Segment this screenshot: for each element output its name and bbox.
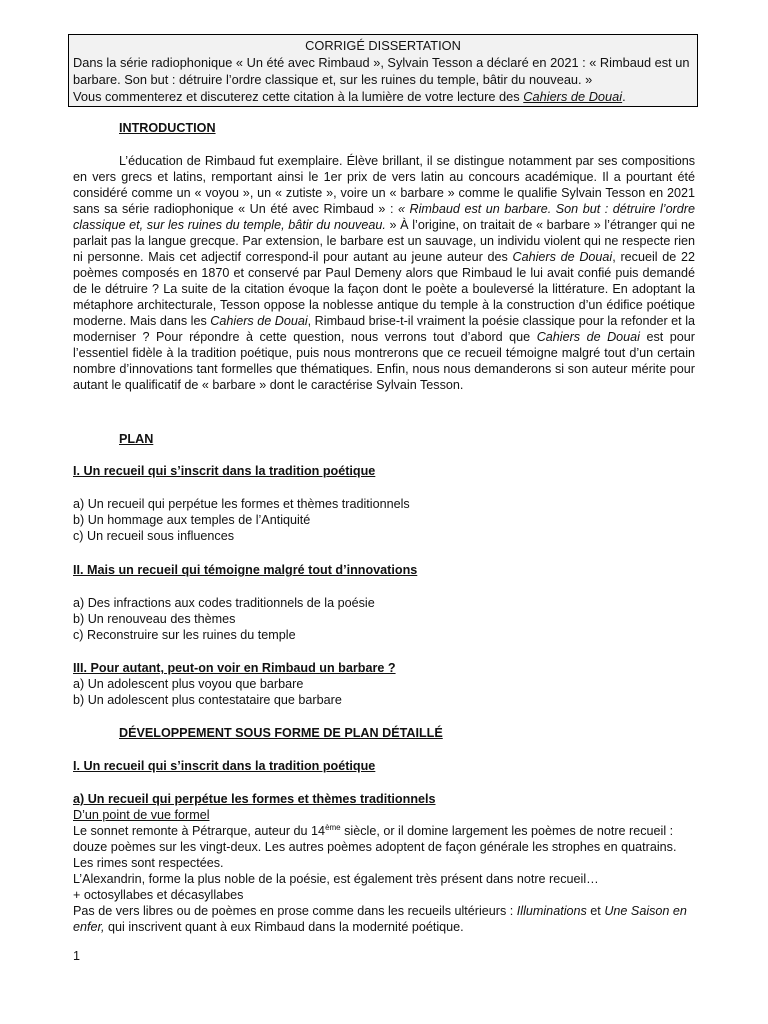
plan-part-1-title: I. Un recueil qui s’inscrit dans la tradition poétique [73,464,376,478]
development-heading: DÉVELOPPEMENT SOUS FORME DE PLAN DÉTAILLÉ [119,726,443,740]
list-item: a) Un adolescent plus voyou que barbare [73,677,304,691]
development-paragraph-5: Pas de vers libres ou de poèmes en prose comme dans les recueils ultérieurs : Illuminations et Une Saison en enfer, qui inscrivent quant à eux Rimbaud dans la modernité poétique. [73,904,687,934]
subject-title: CORRIGÉ DISSERTATION [305,38,461,53]
list-item: b) Un renouveau des thèmes [73,612,236,626]
development-heading-wrap [73,725,695,741]
development-paragraph-3: L’Alexandrin, forme la plus noble de la poésie, est également très présent dans notre recueil… [73,872,599,886]
plan-part-1 [73,463,695,544]
introduction-paragraph: L’éducation de Rimbaud fut exemplaire. Élève brillant, il se distingue notamment par ses compositions en vers grecs et latins, remportant ainsi le 1er prix de vers latin au concours académique. Il a pourtant été considéré comme un « voyou », un « zutiste », voire un « barbare » comme le qualifie Sylvain Tesson en 2021 sans sa série radiophonique « Un été avec Rimbaud » : « Rimbaud est un barbare. Son but : détruire l’ordre classique et, sur les ruines du temple, bâtir du nouveau. » À l’origine, on traitait de « barbare » l’étranger qui ne parlait pas la langue grecque. Par extension, le barbare est un sauvage, un individu violent qui ne respecte rien ni personne. Mais cet adjectif correspond-il pour autant au jeune auteur des Cahiers de Douai, recueil de 22 poèmes composés en 1870 et conservé par Paul Demeny alors que Rimbaud le lui avait confié puis demandé de le détruire ? La suite de la citation évoque la façon dont le poète a bouleversé la littérature. En adoptant la métaphore architecturale, Tesson oppose la noblesse antique du temple à la construction d’un édifice poétique moderne. Mais dans les Cahiers de Douai, Rimbaud brise-t-il vraiment la poésie classique pour la refonder et la moderniser ? Pour répondre à cette question, nous verrons tout d’abord que Cahiers de Douai est pour l’essentiel fidèle à la tradition poétique, puis nous montrerons que ce recueil témoigne malgré tout d’un certain nombre d’innovations tant formelles que thématiques. Enfin, nous nous demanderons si son auteur mérite pour autant le qualificatif de « barbare » dont le caractérise Sylvain Tesson. [73,154,696,392]
page-number: 1 [73,949,81,963]
development-paragraph-4: + octosyllabes et décasyllabes [73,888,244,902]
list-item: a) Des infractions aux codes traditionnels de la poésie [73,596,375,610]
subject-line-2: barbare. Son but : détruire l’ordre classique et, sur les ruines du temple, bâtir du nouveau. » [73,72,593,87]
plan-part-3-title: III. Pour autant, peut-on voir en Rimbaud un barbare ? [73,661,396,675]
plan-part-3 [73,660,695,708]
plan-heading-wrap [73,431,695,447]
subject-line-3: Vous commenterez et discuterez cette citation à la lumière de votre lecture des Cahiers de Douai. [73,89,626,104]
point-title: D’un point de vue formel [73,808,210,822]
development-paragraph-2: Les rimes sont respectées. [73,856,224,870]
plan-part-2-title: II. Mais un recueil qui témoigne malgré tout d’innovations [73,563,418,577]
subject-box [68,34,698,107]
development-part-1-title: I. Un recueil qui s’inscrit dans la tradition poétique [73,759,376,773]
development-paragraph-1: Le sonnet remonte à Pétrarque, auteur du 14ème siècle, or il domine largement les poèmes de notre recueil : douze poèmes sur les vingt-deux. Les autres poèmes adoptent de façon générale les strophes en quatrains. [73,822,677,854]
list-item: a) Un recueil qui perpétue les formes et thèmes traditionnels [73,497,410,511]
list-item: c) Un recueil sous influences [73,529,234,543]
introduction-heading: INTRODUCTION [119,121,216,135]
plan-part-2 [73,562,695,643]
subject-line-1: Dans la série radiophonique « Un été avec Rimbaud », Sylvain Tesson a déclaré en 2021 : « Rimbaud est un [73,55,690,70]
list-item: b) Un adolescent plus contestataire que barbare [73,693,342,707]
development-part-1 [73,758,695,774]
development-sub-a [73,791,695,935]
development-sub-a-title: a) Un recueil qui perpétue les formes et thèmes traditionnels [73,792,436,806]
introduction-heading-wrap [73,120,695,136]
book-title: Cahiers de Douai [523,89,623,104]
list-item: b) Un hommage aux temples de l’Antiquité [73,513,311,527]
plan-heading: PLAN [119,432,154,446]
list-item: c) Reconstruire sur les ruines du temple [73,628,296,642]
